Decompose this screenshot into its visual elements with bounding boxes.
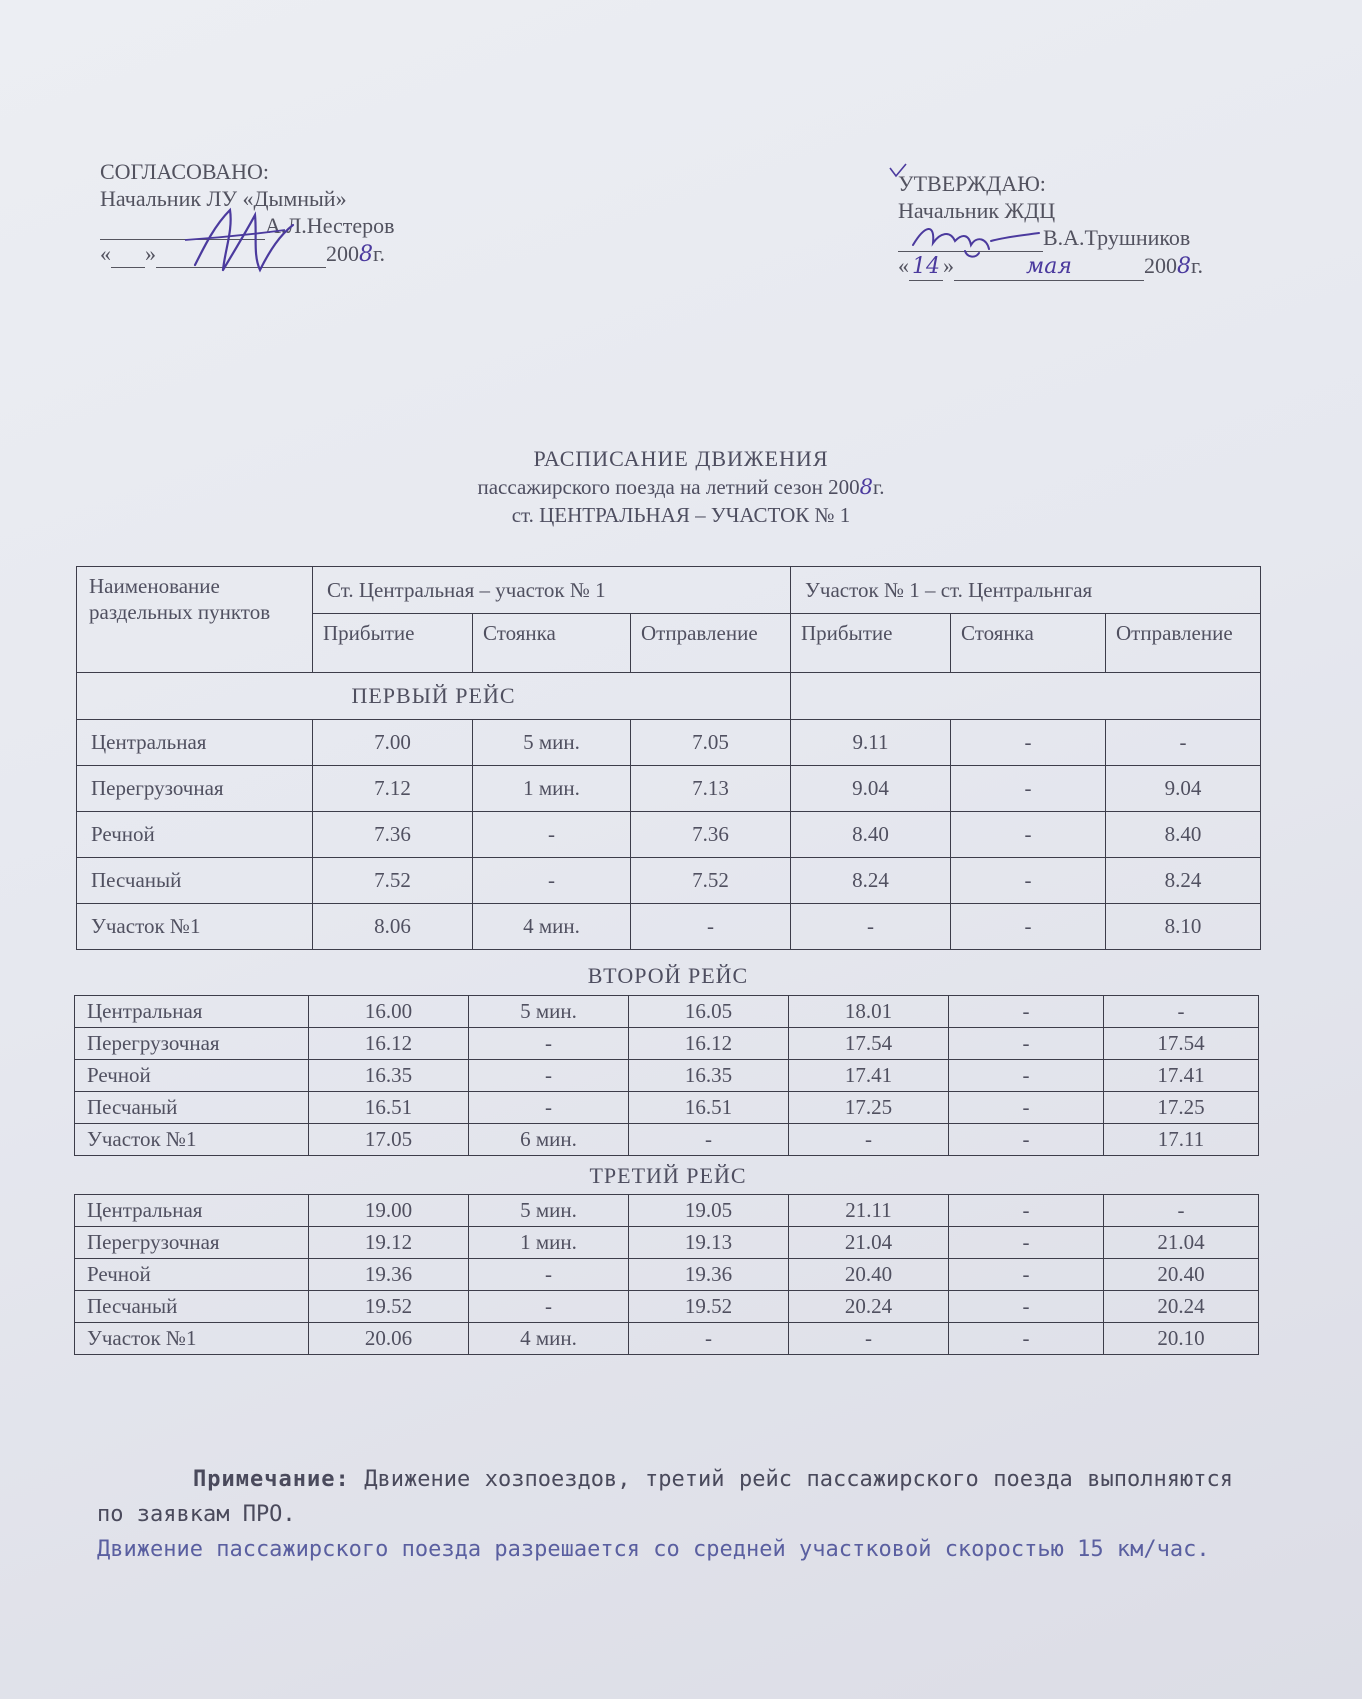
departure-return-cell: 17.25 [1104,1092,1259,1124]
month-handwritten: мая [954,253,1144,281]
arrival-return-cell: - [789,1323,949,1355]
arrival-return-cell: 8.24 [791,858,951,904]
departure-return-cell: 8.24 [1106,858,1261,904]
departure-cell: 16.05 [629,996,789,1028]
stop-cell: 5 мин. [473,720,631,766]
trip-title-first: ПЕРВЫЙ РЕЙС [77,673,791,720]
station-name-cell: Центральная [75,1195,309,1227]
trip-rows-first [77,720,1261,950]
stop-return-cell: - [949,1092,1104,1124]
stop-return-cell: - [951,858,1106,904]
table-row [77,720,1261,766]
departure-return-cell: 20.24 [1104,1291,1259,1323]
arrival-cell: 8.06 [313,904,473,950]
approval-right-position: Начальник ЖДЦ [898,198,1056,223]
station-name-cell: Перегрузочная [75,1227,309,1259]
trip-title-third: ТРЕТИЙ РЕЙС [589,1163,747,1188]
date-quote-open: « [100,241,111,266]
departure-return-cell: 9.04 [1106,766,1261,812]
stop-return-cell: - [949,1195,1104,1227]
station-name-cell: Участок №1 [77,904,313,950]
note-label: Примечание: [193,1467,350,1492]
schedule-table-second-trip [74,995,1259,1156]
station-name-cell: Речной [77,812,313,858]
table-row [77,858,1261,904]
stop-cell: 1 мин. [469,1227,629,1259]
column-group-return: Участок № 1 – ст. Центральнгая [791,567,1261,614]
day-blank [111,240,145,268]
date-quote-close: » [943,253,954,278]
departure-return-cell: 8.10 [1106,904,1261,950]
column-header-arrival-return: Прибытие [791,614,951,673]
arrival-return-cell: 9.11 [791,720,951,766]
table-row [77,812,1261,858]
stop-cell: - [469,1291,629,1323]
arrival-cell: 7.36 [313,812,473,858]
departure-return-cell: 20.40 [1104,1259,1259,1291]
stop-cell: 4 мин. [473,904,631,950]
stop-cell: - [469,1092,629,1124]
stop-cell: - [469,1259,629,1291]
approval-right-date-line [898,252,1203,281]
table-row [75,996,1259,1028]
column-header-station-name: Наименование раздельных пунктов [77,567,313,673]
document-title-block [0,445,1362,529]
stop-return-cell: - [951,720,1106,766]
stop-return-cell: - [949,1323,1104,1355]
note-text-1: Движение хозпоездов, третий рейс пассажирского поезда выполняются по заявкам ПРО. [97,1467,1233,1527]
arrival-return-cell: - [789,1124,949,1156]
column-header-arrival: Прибытие [313,614,473,673]
year-prefix: 200 [326,241,359,266]
departure-cell: 19.36 [629,1259,789,1291]
departure-cell: 7.05 [631,720,791,766]
arrival-cell: 20.06 [309,1323,469,1355]
arrival-return-cell: 20.24 [789,1291,949,1323]
arrival-return-cell: 9.04 [791,766,951,812]
table-row [77,904,1261,950]
stop-cell: - [473,812,631,858]
station-name-cell: Речной [75,1259,309,1291]
approval-right-block [898,170,1203,281]
arrival-cell: 17.05 [309,1124,469,1156]
note-paragraph-1 [97,1462,1233,1532]
column-header-stop-return: Стоянка [951,614,1106,673]
station-name-cell: Речной [75,1060,309,1092]
station-name-cell: Центральная [77,720,313,766]
departure-cell: 19.52 [629,1291,789,1323]
arrival-cell: 19.36 [309,1259,469,1291]
subtitle-year-handwritten: 8 [859,475,873,499]
stop-return-cell: - [949,1028,1104,1060]
table-row [75,1227,1259,1259]
station-name-cell: Перегрузочная [77,766,313,812]
stop-return-cell: - [949,1227,1104,1259]
table-row [75,1323,1259,1355]
departure-return-cell: - [1104,996,1259,1028]
stop-cell: - [473,858,631,904]
stop-cell: 5 мин. [469,1195,629,1227]
note-block [97,1462,1233,1567]
station-name-cell: Песчаный [75,1291,309,1323]
column-header-departure-return: Отправление [1106,614,1261,673]
year-handwritten: 8 [359,242,373,267]
stop-return-cell: - [951,766,1106,812]
station-name-cell: Песчаный [77,858,313,904]
arrival-cell: 16.51 [309,1092,469,1124]
column-group-outbound: Ст. Центральная – участок № 1 [313,567,791,614]
stop-return-cell: - [951,904,1106,950]
column-header-departure: Отправление [631,614,791,673]
approval-right-name: В.А.Трушников [1043,225,1191,250]
departure-return-cell: 21.04 [1104,1227,1259,1259]
stop-return-cell: - [949,1060,1104,1092]
document-subtitle [0,473,1362,501]
departure-cell: 16.35 [629,1060,789,1092]
stop-cell: 1 мин. [473,766,631,812]
trip-title-second: ВТОРОЙ РЕЙС [587,963,749,988]
approval-left-position: Начальник ЛУ «Дымный» [100,186,347,211]
arrival-return-cell: 17.54 [789,1028,949,1060]
station-name-cell: Участок №1 [75,1323,309,1355]
departure-cell: - [631,904,791,950]
arrival-return-cell: - [791,904,951,950]
departure-return-cell: 17.41 [1104,1060,1259,1092]
table-row [77,766,1261,812]
table-row [75,1291,1259,1323]
departure-return-cell: 17.54 [1104,1028,1259,1060]
trip-title-empty-cell [791,673,1261,720]
table-row [75,1195,1259,1227]
document-title: РАСПИСАНИЕ ДВИЖЕНИЯ [533,446,829,471]
approval-left-title: СОГЛАСОВАНО: [100,159,269,184]
arrival-cell: 7.00 [313,720,473,766]
date-quote-open: « [898,253,909,278]
arrival-return-cell: 17.25 [789,1092,949,1124]
approval-left-name: А.Л.Нестеров [265,213,395,238]
arrival-cell: 16.12 [309,1028,469,1060]
table-row [75,1124,1259,1156]
table-row [75,1092,1259,1124]
station-name-cell: Перегрузочная [75,1028,309,1060]
departure-return-cell: 8.40 [1106,812,1261,858]
arrival-cell: 16.00 [309,996,469,1028]
schedule-table-first-trip [76,566,1261,950]
subtitle-suffix: г. [873,475,885,499]
column-header-stop: Стоянка [473,614,631,673]
day-handwritten: 14 [909,253,943,281]
year-handwritten: 8 [1177,254,1191,279]
departure-cell: - [629,1124,789,1156]
departure-cell: 7.52 [631,858,791,904]
note-paragraph-2: Движение пассажирского поезда разрешается со средней участковой скоростью 15 км/час. [97,1537,1210,1562]
departure-cell: 16.12 [629,1028,789,1060]
signature-blank [898,224,1043,252]
table-row [75,1028,1259,1060]
stop-cell: 5 мин. [469,996,629,1028]
month-blank [156,240,326,268]
arrival-cell: 19.52 [309,1291,469,1323]
year-suffix: г. [373,241,386,266]
departure-cell: 16.51 [629,1092,789,1124]
document-route: ст. ЦЕНТРАЛЬНАЯ – УЧАСТОК № 1 [511,503,851,527]
departure-return-cell: 20.10 [1104,1323,1259,1355]
departure-cell: 19.13 [629,1227,789,1259]
departure-cell: 7.36 [631,812,791,858]
year-suffix: г. [1191,253,1204,278]
table-row [75,1060,1259,1092]
approval-right-signature-line [898,224,1203,252]
arrival-cell: 19.00 [309,1195,469,1227]
arrival-return-cell: 17.41 [789,1060,949,1092]
arrival-cell: 7.12 [313,766,473,812]
signature-blank [100,212,265,240]
departure-cell: - [629,1323,789,1355]
subtitle-text: пассажирского поезда на летний сезон 200 [477,475,860,499]
stop-cell: 4 мин. [469,1323,629,1355]
stop-return-cell: - [949,996,1104,1028]
approval-left-signature-line [100,212,395,240]
stop-return-cell: - [949,1124,1104,1156]
schedule-table-third-trip [74,1194,1259,1355]
stop-return-cell: - [949,1259,1104,1291]
arrival-return-cell: 8.40 [791,812,951,858]
station-name-cell: Центральная [75,996,309,1028]
date-quote-close: » [145,241,156,266]
stop-cell: - [469,1028,629,1060]
arrival-return-cell: 18.01 [789,996,949,1028]
arrival-return-cell: 21.04 [789,1227,949,1259]
trip-rows-third [75,1195,1259,1355]
stop-return-cell: - [949,1291,1104,1323]
table-row [75,1259,1259,1291]
stop-cell: - [469,1060,629,1092]
arrival-cell: 16.35 [309,1060,469,1092]
arrival-cell: 19.12 [309,1227,469,1259]
departure-return-cell: 17.11 [1104,1124,1259,1156]
approval-left-block [100,158,395,268]
approval-right-title: УТВЕРЖДАЮ: [898,171,1046,196]
departure-cell: 19.05 [629,1195,789,1227]
departure-return-cell: - [1104,1195,1259,1227]
approval-left-date-line [100,240,395,268]
departure-return-cell: - [1106,720,1261,766]
trip-rows-second [75,996,1259,1156]
station-name-cell: Песчаный [75,1092,309,1124]
departure-cell: 7.13 [631,766,791,812]
arrival-return-cell: 21.11 [789,1195,949,1227]
stop-return-cell: - [951,812,1106,858]
arrival-cell: 7.52 [313,858,473,904]
stop-cell: 6 мин. [469,1124,629,1156]
station-name-cell: Участок №1 [75,1124,309,1156]
year-prefix: 200 [1144,253,1177,278]
arrival-return-cell: 20.40 [789,1259,949,1291]
